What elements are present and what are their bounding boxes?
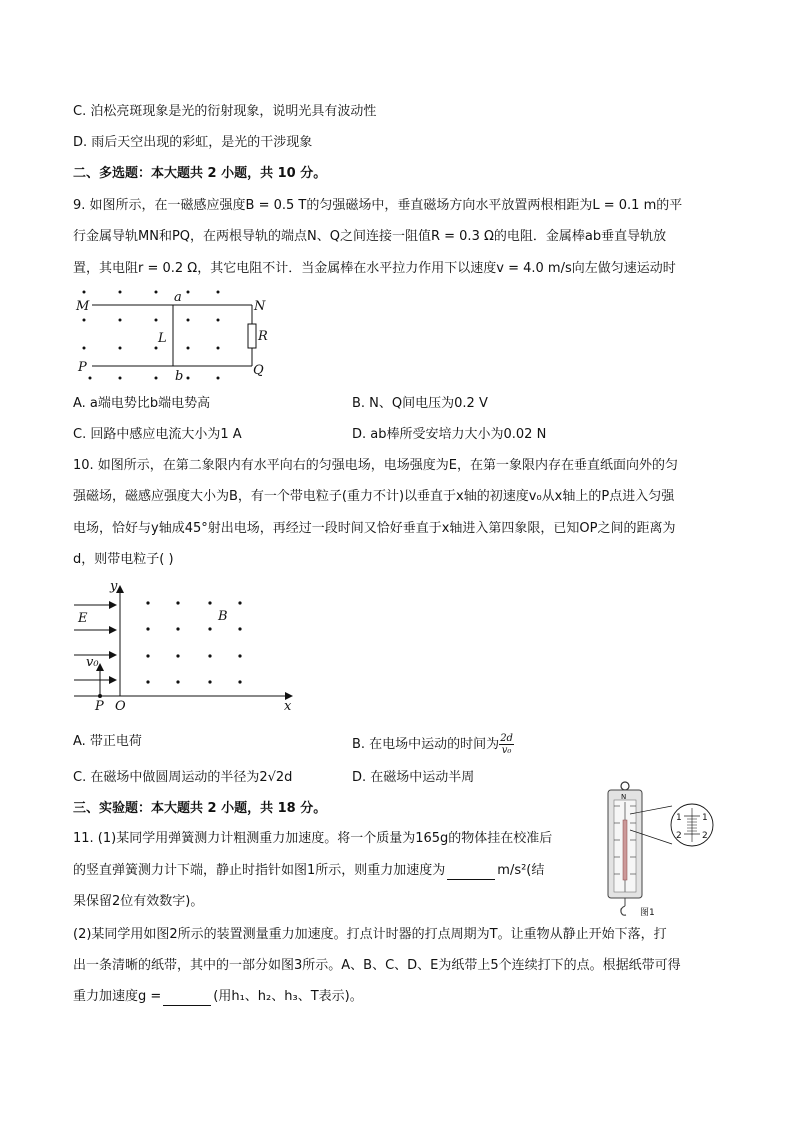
q9-stem-line3: 置，其电阻r = 0.2 Ω，其它电阻不计．当金属棒在水平拉力作用下以速度v = 4.0 m/s向左做匀速运动时 xyxy=(73,261,676,276)
q11-stem-line6: 重力加速度g = (用h₁、h₂、h₃、T表示)。 xyxy=(73,989,363,1004)
label-p: P xyxy=(78,360,87,375)
scale-top-label: N xyxy=(621,793,627,801)
q10-stem-line3: 电场，恰好与y轴成45°射出电场，再经过一段时间又恰好垂直于x轴进入第四象限，已知OP之间的距离为 xyxy=(73,521,676,536)
q11-stem-line1: 11. (1)某同学用弹簧测力计粗测重力加速度。将一个质量为165g的物体挂在校准后 xyxy=(73,831,553,846)
section-2-heading: 二、多选题：本大题共 2 小题，共 10 分。 xyxy=(73,166,327,181)
label-y: y xyxy=(110,579,118,594)
q11-stem-line3: 果保留2位有效数字)。 xyxy=(73,894,204,909)
point-p xyxy=(98,694,102,698)
label-x: x xyxy=(284,699,292,713)
q8-option-c: C. 泊松亮斑现象是光的衍射现象，说明光具有波动性 xyxy=(73,104,377,119)
q10-option-b: B. 在电场中运动的时间为 $\frac{2d}{\text{v₀}}$ xyxy=(352,733,513,756)
q9-figure xyxy=(70,288,280,388)
answer-blank-1[interactable] xyxy=(447,866,495,880)
label-e: E xyxy=(78,611,88,626)
fraction-2d-over-v0: $\frac{2d}{\text{v₀}}$ xyxy=(500,733,513,756)
q9-stem-line2: 行金属导轨MN和PQ，在两根导轨的端点N、Q之间连接一阻值R = 0.3 Ω的电阻．金属棒ab垂直导轨放 xyxy=(73,229,667,244)
q10-figure xyxy=(70,578,300,713)
resistor-r xyxy=(248,324,256,348)
q11-stem-line2: 的竖直弹簧测力计下端，静止时指针如图1所示，则重力加速度为 m/s²(结 xyxy=(73,863,545,878)
spring-scale-figure xyxy=(600,780,730,920)
q10-stem-line1: 10. 如图所示，在第二象限内有水平向右的匀强电场，电场强度为E，在第一象限内存在垂直纸面向外的匀 xyxy=(73,458,679,473)
label-m: M xyxy=(76,299,90,314)
label-b: b xyxy=(175,369,184,384)
zoom-label-1-right: 1 xyxy=(702,813,708,823)
label-a: a xyxy=(174,290,182,305)
section-3-heading: 三、实验题：本大题共 2 小题，共 18 分。 xyxy=(73,801,327,816)
q8-option-d: D. 雨后天空出现的彩虹，是光的干涉现象 xyxy=(73,135,313,150)
q9-option-a: A. a端电势比b端电势高 xyxy=(73,396,211,411)
label-n: N xyxy=(254,299,266,314)
q11-stem-line4: (2)某同学用如图2所示的装置测量重力加速度。打点计时器的打点周期为T。让重物从静止开始下落，打 xyxy=(73,927,667,942)
q9-option-c: C. 回路中感应电流大小为1 A xyxy=(73,427,242,442)
q10-stem-line2: 强磁场，磁感应强度大小为B，有一个带电粒子(重力不计)以垂直于x轴的初速度v₀从x轴上的P点进入匀强 xyxy=(73,489,675,504)
zoom-label-2-right: 2 xyxy=(702,831,708,841)
q10-option-c: C. 在磁场中做圆周运动的半径为2√2d xyxy=(73,770,293,785)
q10-option-d: D. 在磁场中运动半周 xyxy=(352,770,475,785)
q9-stem-line1: 9. 如图所示，在一磁感应强度B = 0.5 T的匀强磁场中，垂直磁场方向水平放置两根相距为L = 0.1 m的平 xyxy=(73,198,683,213)
q9-option-b: B. N、Q间电压为0.2 V xyxy=(352,396,488,411)
q10-stem-line4: d，则带电粒子( ) xyxy=(73,552,174,567)
answer-blank-2[interactable] xyxy=(163,992,211,1006)
zoom-label-2-left: 2 xyxy=(676,831,682,841)
label-p: P xyxy=(95,699,104,713)
label-o: O xyxy=(115,699,126,713)
label-b-field: B xyxy=(218,609,228,624)
label-r: R xyxy=(258,329,268,344)
label-v0: v₀ xyxy=(86,655,99,670)
q11-stem-line5: 出一条清晰的纸带，其中的一部分如图3所示。A、B、C、D、E为纸带上5个连续打下的点。根据纸带可得 xyxy=(73,958,681,973)
label-l: L xyxy=(158,331,167,346)
zoom-label-1-left: 1 xyxy=(676,813,682,823)
figure-caption: 图1 xyxy=(640,908,655,918)
label-q: Q xyxy=(253,363,264,378)
q9-option-d: D. ab棒所受安培力大小为0.02 N xyxy=(352,427,547,442)
q10-option-a: A. 带正电荷 xyxy=(73,734,142,749)
